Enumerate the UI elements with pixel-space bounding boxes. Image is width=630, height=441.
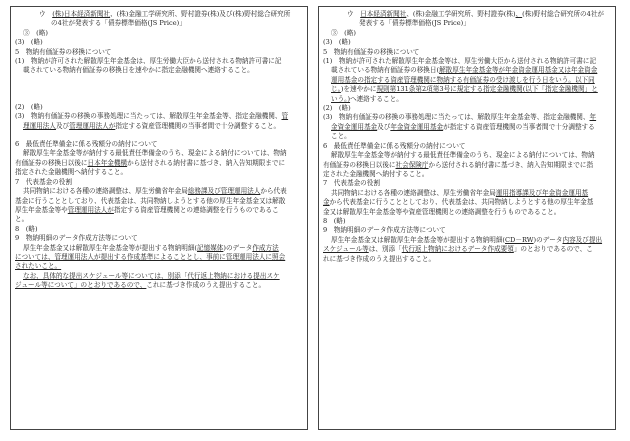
- section-heading: 6 最低責任準備金に係る残額分の納付について: [15, 140, 158, 149]
- text-line: れに基づき作成のうえ提出すること。: [323, 254, 436, 263]
- section-heading: 8 (略): [323, 216, 346, 225]
- text-line: 厚生年金基金等や管理運用法人が指定する資産管理機関との連絡調整を行うものであるこ: [15, 205, 279, 214]
- text-line: こと。: [331, 132, 351, 141]
- text-line: (2) (略): [15, 102, 43, 111]
- section-heading: 7 代表基金の役割: [323, 179, 380, 188]
- text-line: (2) (略): [323, 104, 351, 113]
- text-line: 有価証券の移換日以後に社会保険庁から送付される納付書に基づき、納入告知期限までに指: [323, 160, 594, 169]
- section-heading: 9 物納明細のデータ作成方法等について: [15, 234, 138, 243]
- current-text-column: [318, 6, 616, 430]
- text-line: 金資金運用基金及び年金資金運用基金が指定する資産管理機関の当事者間で十分調整する: [331, 122, 595, 131]
- text-line: と。: [15, 215, 29, 224]
- text-line: 共同物納における各種の連絡調整は、厚生労働省年金局総務課及び管理運用法人から代表: [23, 187, 287, 196]
- text-line: の4社が発表する「債券標準価格(JS Price)」: [51, 19, 186, 28]
- text-line: 発表する「債券標準価格(JS Price)」: [359, 19, 470, 28]
- text-line: 解散厚生年金基金等が納付する最低責任準備金のうち、現金による納付については、物納: [331, 151, 595, 160]
- text-line: (3) 物納有価証券の移換の事務処理に当たっては、解散厚生年金基金等、指定金融機関、管: [15, 112, 289, 121]
- text-line: (3) 物納有価証券の移換の事務処理に当たっては、解散厚生年金基金等、指定金融機関、年: [323, 113, 597, 122]
- text-line: ジュール等について」のとおりであるので、これに基づき作成のうえ提出すること。: [15, 281, 266, 290]
- list-item: ウ 日本経済新聞社、(株)金融工学研究所、野村證券(株)、(株)野村総合研究所の4社が: [347, 10, 605, 18]
- text-line: については、管理運用法人が提出する作成基準によることとし、事前に管理運用法人に照会: [15, 252, 286, 261]
- text-line: じ。)を速やかに規則第131条第2項第3号に規定する指定金融機関(以下「指定金融機関」と: [331, 85, 598, 94]
- text-line: 指定された金融機関へ納付すること。: [15, 168, 128, 177]
- text-line: 載されている物納有価証券の移換日(解散厚生年金基金等が年金資金運用基金又は年金資金: [331, 66, 598, 75]
- text-line: (3) (略): [15, 38, 43, 47]
- section-heading: 7 代表基金の役割: [15, 177, 72, 186]
- text-line: 有価証券の移換日以後に日本年金機構から送付される納付書に基づき、納入告知期限までに: [15, 158, 286, 167]
- text-line: (3) (略): [323, 38, 351, 47]
- list-item: ウ (株)日本経済新聞社、(株)金融工学研究所、野村證券(株)及び(株)野村総合研究所: [39, 10, 291, 18]
- text-line: 金又は解散厚生年金基金等や資産管理機関との連絡調整を行うものであること。: [323, 207, 561, 216]
- section-heading: 9 物納明細のデータ作成方法等について: [323, 226, 446, 235]
- revised-text-column: [10, 6, 308, 430]
- text-line: 理運用法人及び管理運用法人が指定する資産管理機関の当事者間で十分調整すること。: [23, 121, 281, 130]
- text-line: スケジュール等は、別添「代行返上物納におけるデータ作成要領」のとおりであるので、こ: [323, 245, 593, 254]
- text-line: 定された金融機関へ納付すること。: [323, 169, 429, 178]
- text-line: 金から代表基金に行うこととしており、代表基金は、共同物納しようとする他の厚生年金基: [323, 198, 594, 207]
- text-line: ③ (略): [23, 28, 48, 37]
- section-heading: 8 (略): [15, 224, 38, 233]
- text-line: なお、具体的な提出スケジュール等については、別添「代行返上物納における提出スケ: [23, 271, 280, 280]
- section-heading: 5 物納有価証券の移換について: [323, 47, 420, 56]
- text-line: 載されている物納有価証券の移換日を速やかに指定金融機関へ連絡すること。: [23, 66, 254, 75]
- text-line: されたいこと。: [15, 262, 62, 271]
- text-line: 共同物納における各種の連絡調整は、厚生労働省年金局運用指導課及び年金資金運用基: [331, 188, 589, 197]
- text-line: 厚生年金基金又は解散厚生年金基金等が提出する物納明細(記憶媒体)のデータ作成方法: [23, 243, 279, 252]
- text-line: 解散厚生年金基金等が納付する最低責任準備金のうち、現金による納付については、物納: [23, 149, 287, 158]
- text-line: (1) 物納が許可された解散厚生年金基金等は、厚生労働大臣から送付される物納許可書に記: [323, 57, 597, 66]
- section-heading: 5 物納有価証券の移換について: [15, 47, 112, 56]
- text-line: 運用基金の指定する資産管理機関に物納する有価証券の受け渡しを行う日をいう。以下同: [331, 75, 595, 84]
- text-line: 基金に行うこととしており、代表基金は、共同物納しようとする他の厚生年金基金又は解散: [15, 196, 286, 205]
- section-heading: 6 最低責任準備金に係る残額分の納付について: [323, 141, 466, 150]
- text-line: 厚生年金基金又は解散厚生年金基金等が提出する物納明細(CD－RW)のデータ内容及び提出: [331, 235, 603, 244]
- text-line: いう。)へ連絡すること。: [331, 94, 403, 103]
- text-line: (1) 物納が許可された解散厚生年金基金は、厚生労働大臣から送付される物納許可書に記: [15, 57, 282, 66]
- text-line: ③ (略): [331, 28, 356, 37]
